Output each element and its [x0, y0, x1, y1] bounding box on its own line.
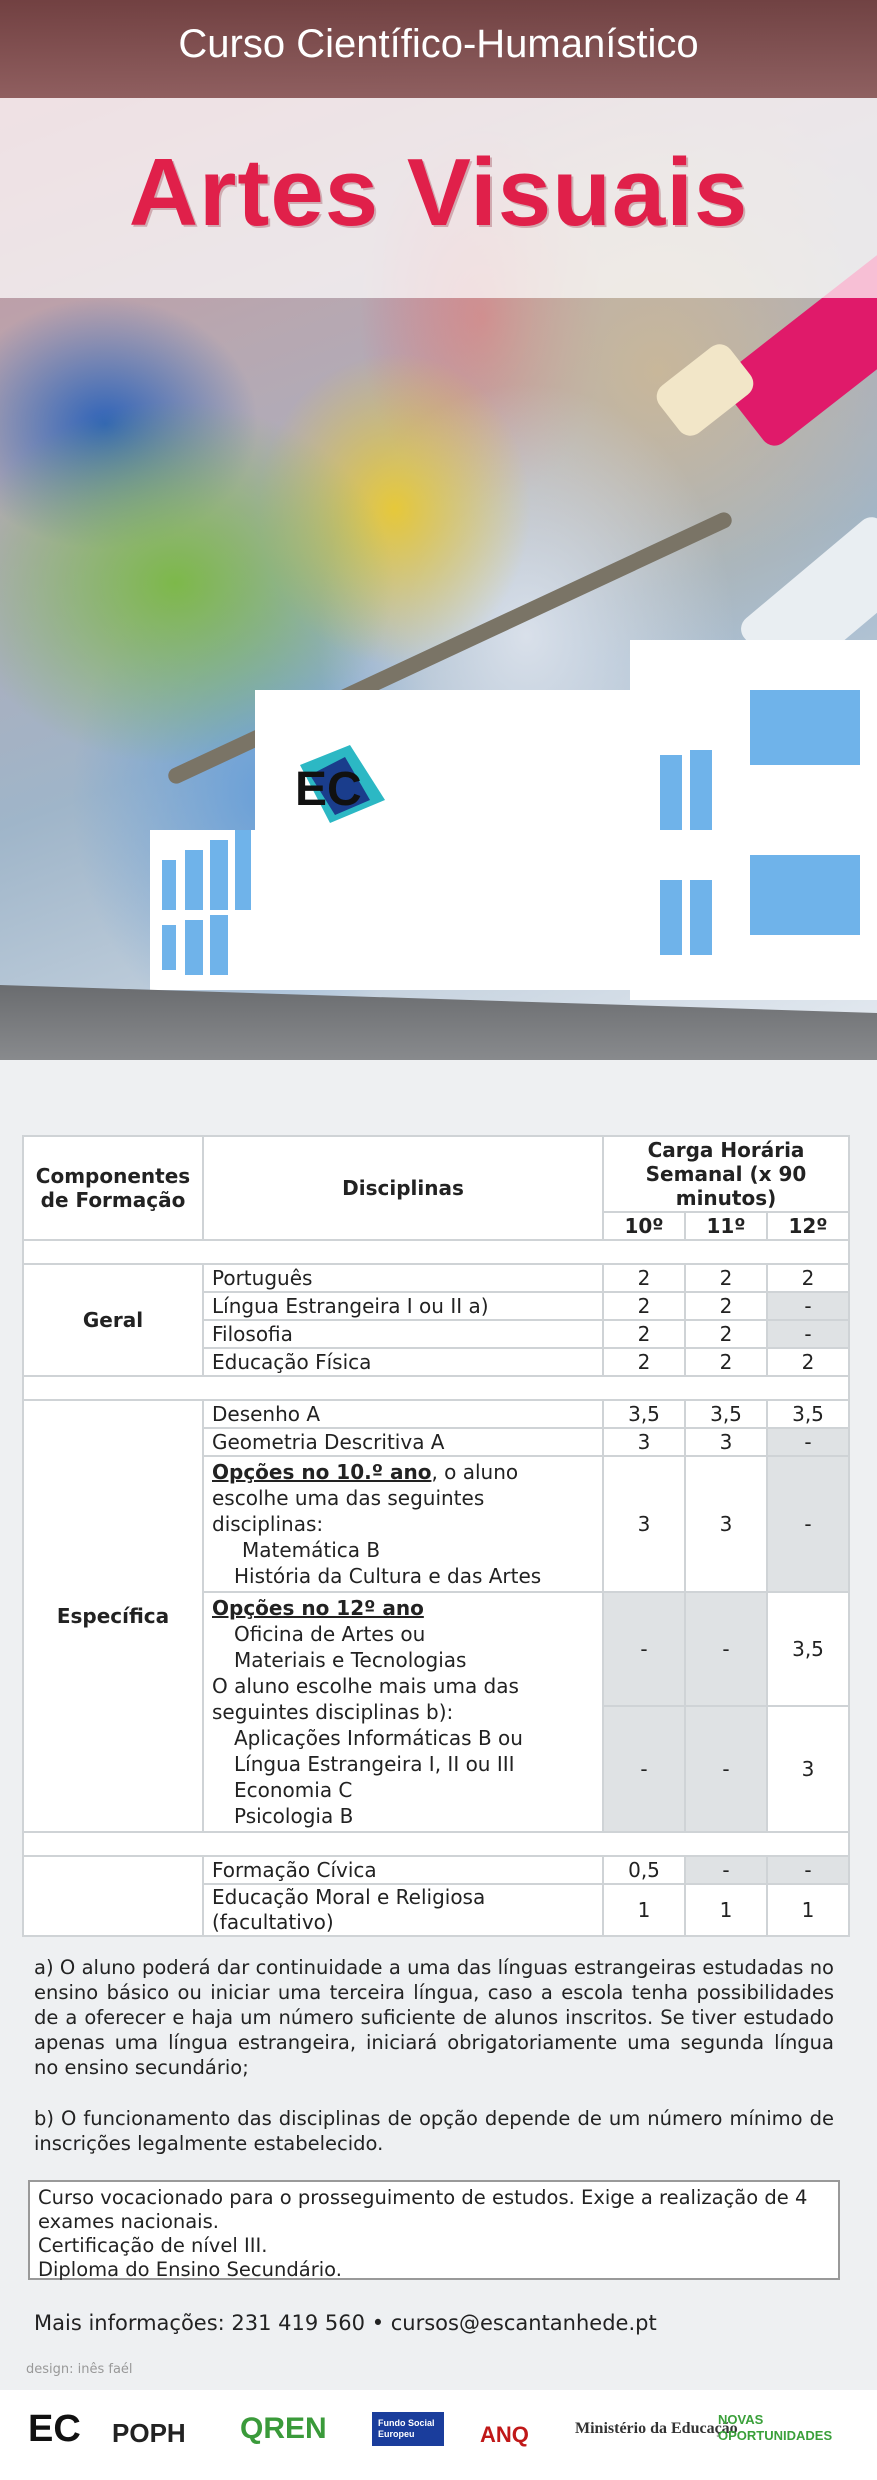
- svg-text:EC: EC: [295, 763, 362, 816]
- table-row: [23, 1264, 849, 1292]
- option-10-cell: [203, 1456, 603, 1592]
- value: 2: [685, 1320, 767, 1348]
- paint-tube-cream: [651, 339, 759, 442]
- value: 1: [603, 1884, 685, 1936]
- value: 2: [767, 1264, 849, 1292]
- value: 2: [603, 1320, 685, 1348]
- window: [750, 855, 860, 935]
- value: -: [685, 1856, 767, 1884]
- option-item: Matemática B: [242, 1538, 381, 1562]
- year-10: 10º: [603, 1212, 685, 1240]
- note-b: b) O funcionamento das disciplinas de opção depende de um número mínimo de inscrições legalmente estabelecido.: [34, 2107, 834, 2155]
- hero-image: [0, 0, 877, 1060]
- anq-logo-icon: ANQ: [480, 2422, 529, 2447]
- value: 3: [685, 1428, 767, 1456]
- option-item: Psicologia B: [234, 1804, 354, 1828]
- window: [185, 850, 203, 910]
- option-12-cell: [203, 1592, 603, 1832]
- qren-logo-icon: QREN: [240, 2412, 327, 2445]
- table-row: [23, 1856, 849, 1884]
- window: [210, 915, 228, 975]
- value: -: [685, 1706, 767, 1832]
- subject-name: Educação Moral e Religiosa (facultativo): [203, 1884, 603, 1936]
- subject-name: Filosofia: [203, 1320, 603, 1348]
- option-item: Oficina de Artes ou: [234, 1622, 426, 1646]
- value: -: [767, 1456, 849, 1592]
- component-geral: Geral: [23, 1264, 203, 1376]
- option-item: Língua Estrangeira I, II ou III: [234, 1752, 515, 1776]
- value: -: [767, 1856, 849, 1884]
- subject-name: Língua Estrangeira I ou II a): [203, 1292, 603, 1320]
- window: [235, 830, 251, 910]
- value: 3: [603, 1428, 685, 1456]
- curriculum-table: [22, 1135, 850, 1937]
- table-row: [23, 1400, 849, 1428]
- option-10-text: , o aluno escolhe uma das seguintes disciplinas:: [212, 1460, 519, 1536]
- novas-oportunidades-logo-icon: NOVAS OPORTUNIDADES: [718, 2412, 833, 2443]
- window: [185, 920, 203, 975]
- info-line: Curso vocacionado para o prosseguimento de estudos. Exige a realização de 4 exames nacionais.: [38, 2186, 808, 2233]
- option-item: Materiais e Tecnologias: [234, 1648, 467, 1672]
- option-12-text: O aluno escolhe mais uma das seguintes disciplinas b):: [212, 1674, 519, 1724]
- window: [210, 840, 228, 910]
- value: 3: [603, 1456, 685, 1592]
- footer-logos: [0, 2390, 877, 2480]
- option-10-heading: Opções no 10.º ano: [212, 1460, 432, 1484]
- value: 2: [685, 1264, 767, 1292]
- info-line: Diploma do Ensino Secundário.: [38, 2258, 342, 2281]
- value: -: [603, 1706, 685, 1832]
- fse-logo-icon: Fundo Social Europeu: [372, 2412, 444, 2446]
- year-12: 12º: [767, 1212, 849, 1240]
- header-disciplinas: Disciplinas: [203, 1136, 603, 1240]
- design-credit: design: inês faél: [26, 2362, 133, 2377]
- window: [660, 880, 682, 955]
- subject-name: Português: [203, 1264, 603, 1292]
- window: [690, 750, 712, 830]
- option-item: Aplicações Informáticas B ou: [234, 1726, 523, 1750]
- value: 3,5: [767, 1400, 849, 1428]
- value: 2: [603, 1264, 685, 1292]
- option-item: Economia C: [234, 1778, 353, 1802]
- poph-logo-icon: POPH: [112, 2418, 186, 2448]
- value: 2: [685, 1292, 767, 1320]
- page-title: Artes Visuais: [128, 139, 749, 246]
- window: [690, 880, 712, 955]
- ec-logo-icon: [290, 745, 400, 835]
- value: -: [603, 1592, 685, 1706]
- value: -: [767, 1428, 849, 1456]
- value: -: [685, 1592, 767, 1706]
- school-building-center: [255, 690, 655, 990]
- info-box: [28, 2180, 840, 2280]
- component-especifica: Específica: [23, 1400, 203, 1832]
- option-12-heading: Opções no 12º ano: [212, 1596, 424, 1620]
- contact-info: Mais informações: 231 419 560 • cursos@escantanhede.pt: [34, 2311, 657, 2335]
- value: -: [767, 1292, 849, 1320]
- subject-name: Educação Física: [203, 1348, 603, 1376]
- value: 3: [685, 1456, 767, 1592]
- subject-name: Formação Cívica: [203, 1856, 603, 1884]
- value: 0,5: [603, 1856, 685, 1884]
- window: [660, 755, 682, 830]
- value: 3,5: [603, 1400, 685, 1428]
- value: 3,5: [685, 1400, 767, 1428]
- window: [162, 925, 176, 970]
- window: [162, 860, 176, 910]
- value: 1: [767, 1884, 849, 1936]
- year-11: 11º: [685, 1212, 767, 1240]
- value: 3,5: [767, 1592, 849, 1706]
- value: -: [767, 1320, 849, 1348]
- subject-name: Desenho A: [203, 1400, 603, 1428]
- window: [750, 690, 860, 765]
- value: 2: [767, 1348, 849, 1376]
- option-item: História da Cultura e das Artes: [234, 1564, 542, 1588]
- ec-footer-logo-icon: EC: [28, 2408, 81, 2450]
- ministerio-logo-icon: Ministério da Educação: [575, 2420, 738, 2437]
- value: 2: [685, 1348, 767, 1376]
- value: 2: [603, 1292, 685, 1320]
- value: 2: [603, 1348, 685, 1376]
- course-subtitle: Curso Científico-Humanístico: [178, 22, 699, 66]
- subject-name: Geometria Descritiva A: [203, 1428, 603, 1456]
- note-a: a) O aluno poderá dar continuidade a uma das línguas estrangeiras estudadas no ensino básico ou iniciar uma terceira língua, caso a escola tenha possibilidades de a oferecer e haja um número suficiente de alunos inscritos. Se tiver estudado apenas uma língua estrangeira, iniciará obrigatoriamente uma segunda língua no ensino secundário;: [34, 1956, 834, 2079]
- component-empty: [23, 1856, 203, 1936]
- header-carga: Carga Horária Semanal (x 90 minutos): [603, 1136, 849, 1212]
- value: 1: [685, 1884, 767, 1936]
- info-line: Certificação de nível III.: [38, 2234, 268, 2257]
- value: 3: [767, 1706, 849, 1832]
- header-componentes: Componentes de Formação: [23, 1136, 203, 1240]
